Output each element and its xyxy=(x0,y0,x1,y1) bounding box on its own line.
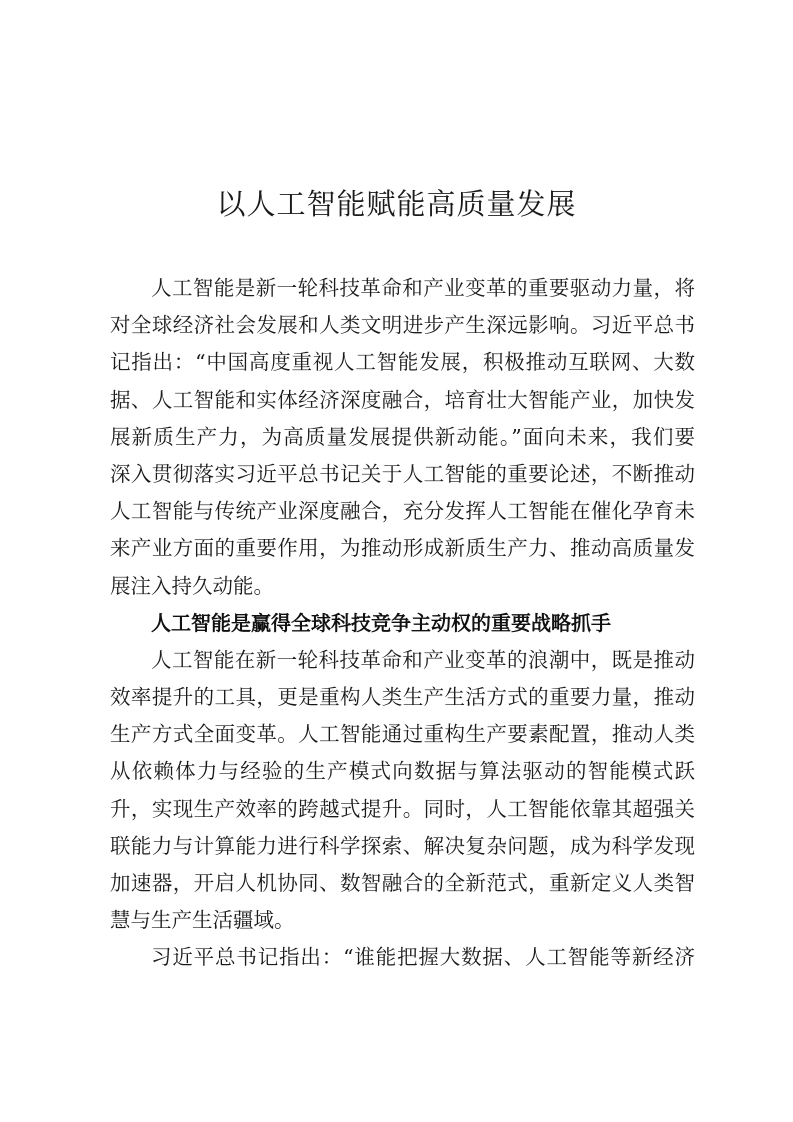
paragraph-line: 慧与生产生活疆域。 xyxy=(110,908,295,933)
paragraph-three xyxy=(110,939,695,976)
paragraph-line: 对全球经济社会发展和人类文明进步产生深远影响。习近平总书 xyxy=(110,313,695,338)
document-body xyxy=(110,270,695,977)
paragraph-line: 升，实现生产效率的跨越式提升。同时，人工智能依靠其超强关 xyxy=(110,796,695,821)
paragraph-line: 据、人工智能和实体经济深度融合，培育壮大智能产业，加快发 xyxy=(110,387,695,412)
paragraph-line: 深入贯彻落实习近平总书记关于人工智能的重要论述，不断推动 xyxy=(110,461,695,486)
paragraph-line: 来产业方面的重要作用，为推动形成新质生产力、推动高质量发 xyxy=(110,536,695,561)
paragraph-line: 记指出：“中国高度重视人工智能发展，积极推动互联网、大数 xyxy=(110,350,695,375)
paragraph-two xyxy=(110,642,695,940)
paragraph-line: 人工智能在新一轮科技革命和产业变革的浪潮中，既是推动 xyxy=(151,647,695,672)
paragraph-line: 展注入持久动能。 xyxy=(110,573,274,598)
section-heading: 人工智能是赢得全球科技竞争主动权的重要战略抓手 xyxy=(151,610,611,635)
paragraph-line: 联能力与计算能力进行科学探索、解决复杂问题，成为科学发现 xyxy=(110,833,695,858)
document-title: 以人工智能赋能高质量发展 xyxy=(216,187,577,221)
paragraph-line: 人工智能与传统产业深度融合，充分发挥人工智能在催化孕育未 xyxy=(110,499,695,524)
paragraph-line: 人工智能是新一轮科技革命和产业变革的重要驱动力量，将 xyxy=(151,276,695,300)
paragraph-line: 从依赖体力与经验的生产模式向数据与算法驱动的智能模式跃 xyxy=(110,759,695,784)
paragraph-line: 展新质生产力，为高质量发展提供新动能。”面向未来，我们要 xyxy=(110,424,695,449)
paragraph-intro xyxy=(110,270,695,605)
paragraph-line: 效率提升的工具，更是重构人类生产生活方式的重要力量，推动 xyxy=(110,685,695,710)
paragraph-line: 生产方式全面变革。人工智能通过重构生产要素配置，推动人类 xyxy=(110,722,695,747)
paragraph-line: 加速器，开启人机协同、数智融合的全新范式，重新定义人类智 xyxy=(110,871,695,895)
paragraph-line: 习近平总书记指出：“谁能把握大数据、人工智能等新经济 xyxy=(151,945,695,970)
